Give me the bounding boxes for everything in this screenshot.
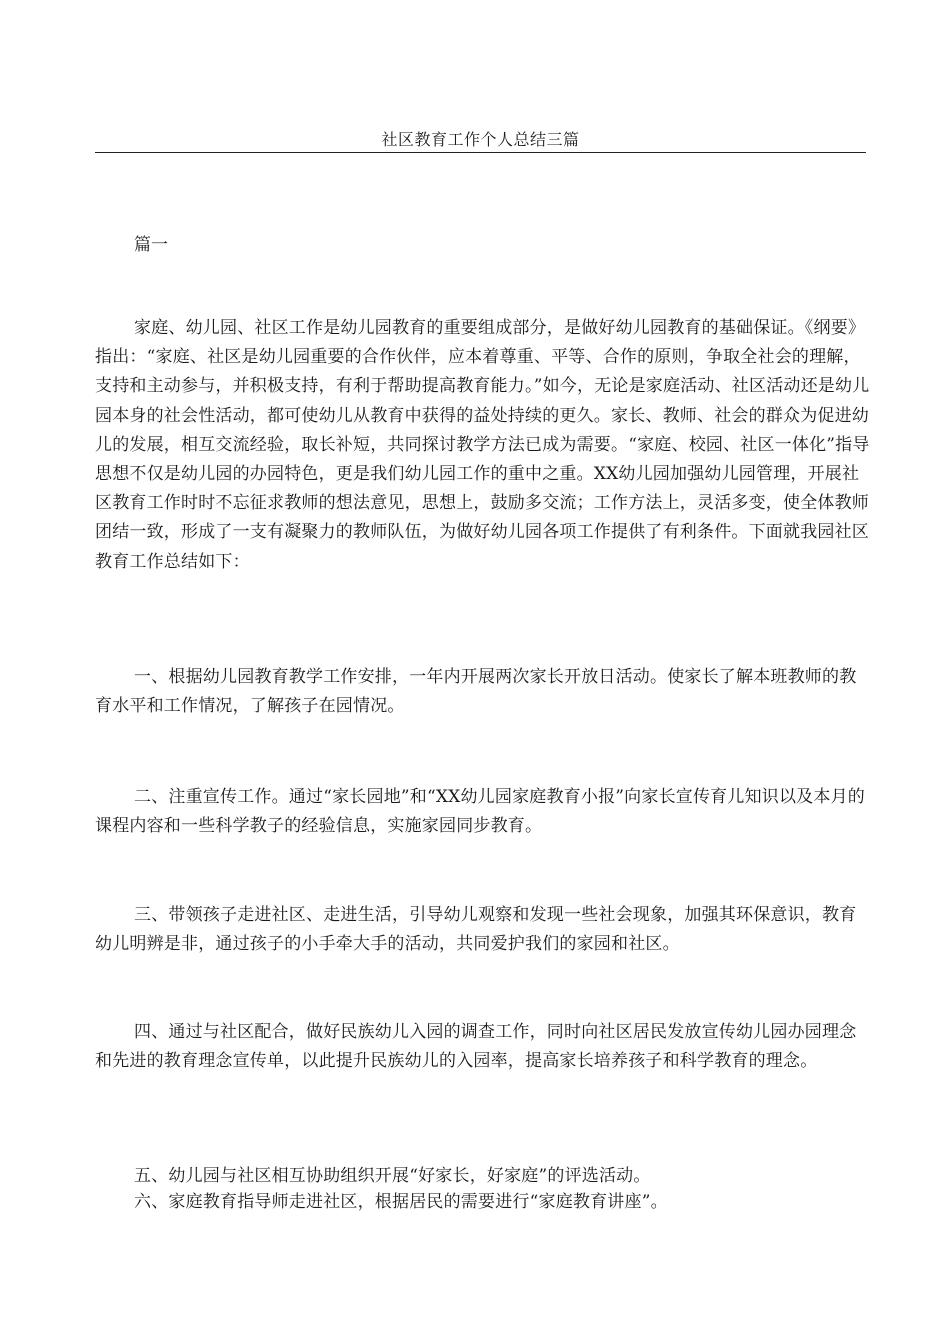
item-paragraph-1: 一、根据幼儿园教育教学工作安排，一年内开展两次家长开放日活动。使家长了解本班教师的教育水平和工作情况，了解孩子在园情况。 [95,667,857,717]
item-paragraph-3: 三、带领孩子走进社区、走进生活，引导幼儿观察和发现一些社会现象，加强其环保意识，教育幼儿明辨是非，通过孩子的小手牵大手的活动，共同爱护我们的家园和社区。 [95,905,857,955]
item-paragraph-5: 五、幼儿园与社区相互协助组织开展“好家长，好家庭”的评选活动。 [134,1166,651,1186]
intro-paragraph: 家庭、幼儿园、社区工作是幼儿园教育的重要组成部分，是做好幼儿园教育的基础保证。《纲要》指出：“家庭、社区是幼儿园重要的合作伙伴，应本着尊重、平等、合作的原则，争取全社会的理解，支持和主动参与，并积极支持，有利于帮助提高教育能力。”如今，无论是家庭活动、社区活动还是幼儿园本身的社会性活动，都可使幼儿从教育中获得的益处持续的更久。家长、教师、社会的群众为促进幼儿的发展，相互交流经验，取长补短，共同探讨教学方法已成为需要。“家庭、校园、社区一体化”指导思想不仅是幼儿园的办园特色，更是我们幼儿园工作的重中之重。XX幼儿园加强幼儿园管理，开展社区教育工作时时不忘征求教师的想法意见，思想上，鼓励多交流；工作方法上，灵活多变，使全体教师团结一致，形成了一支有凝聚力的教师队伍，为做好幼儿园各项工作提供了有利条件。下面就我园社区教育工作总结如下： [95,318,870,572]
item-paragraph-6: 六、家庭教育指导师走进社区，根据居民的需要进行“家庭教育讲座”。 [134,1192,668,1212]
section-label: 篇一 [134,235,168,255]
item-paragraph-4: 四、通过与社区配合，做好民族幼儿入园的调查工作，同时向社区居民发放宣传幼儿园办园理念和先进的教育理念宣传单，以此提升民族幼儿的入园率，提高家长培养孩子和科学教育的理念。 [95,1022,857,1072]
page-header-title: 社区教育工作个人总结三篇 [95,128,866,153]
item-paragraph-2: 二、注重宣传工作。通过“家长园地”和“XX幼儿园家庭教育小报”向家长宣传育儿知识以及本月的课程内容和一些科学教子的经验信息，实施家园同步教育。 [95,787,865,837]
